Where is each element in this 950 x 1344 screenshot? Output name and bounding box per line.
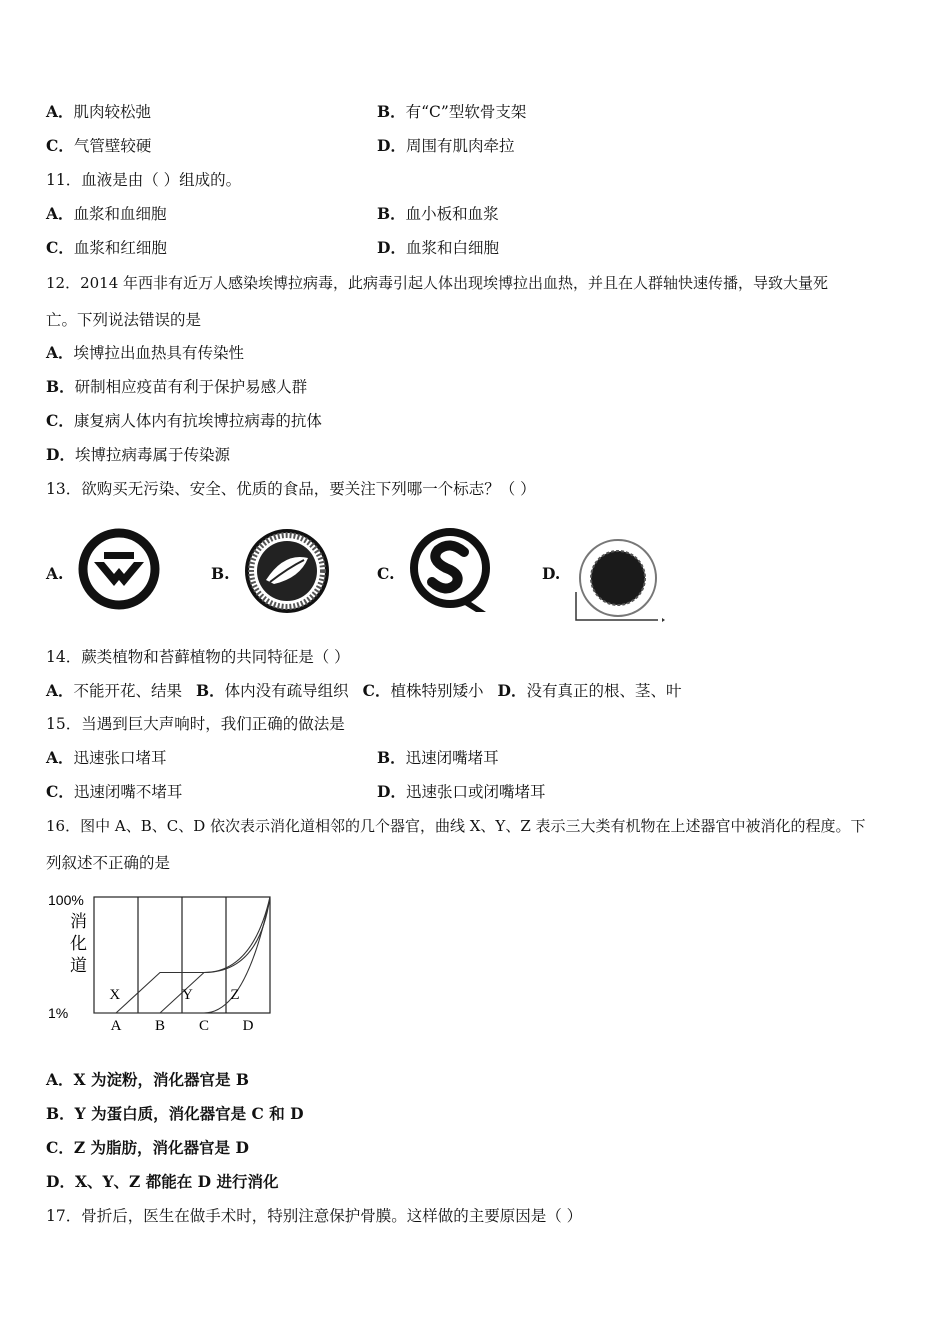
option-text: Y 为蛋白质，消化器官是 C 和 D: [74, 1104, 304, 1123]
option-label: C．: [46, 411, 74, 430]
option-label: D．: [377, 782, 406, 801]
category-label-D: D: [242, 1018, 254, 1034]
q14-options: [46, 681, 696, 701]
option-text: 康复病人体内有抗埃博拉病毒的抗体: [73, 412, 322, 430]
option-text: 有“C”型软骨支架: [405, 103, 527, 121]
y-label-char-2: 化: [70, 934, 87, 954]
option-text: 血浆和白细胞: [405, 239, 499, 257]
logo-label-d: D.: [542, 564, 561, 583]
option-label: A．: [46, 204, 74, 223]
option-label: B．: [377, 204, 406, 223]
q16-option-b: [46, 1104, 304, 1124]
pollution-free-logo-icon: [78, 528, 160, 610]
q16-option-a: [46, 1070, 249, 1090]
q11-stem: 11．血液是由（ ）组成的。: [46, 171, 242, 189]
q10-option-b: [377, 102, 526, 122]
q10-option-d: [377, 136, 514, 156]
q13-logo-row: [46, 528, 686, 624]
option-label: C．: [46, 238, 74, 257]
q10-option-a: [46, 102, 151, 122]
option-text: 不能开花、结果: [73, 682, 183, 700]
option-label: D．: [46, 1172, 75, 1191]
q14-option-d: [498, 681, 682, 701]
q11-option-d: [377, 238, 499, 258]
y-label-char-1: 消: [70, 912, 87, 932]
option-label: D．: [377, 136, 406, 155]
option-label: B．: [377, 748, 406, 767]
logo-label-c: C.: [377, 564, 395, 583]
option-label: B．: [46, 1104, 75, 1123]
option-text: X、Y、Z 都能在 D 进行消化: [74, 1172, 279, 1191]
q15-option-d: [377, 782, 545, 802]
q14-option-b: [196, 681, 349, 701]
q15-option-b: [377, 748, 499, 768]
category-label-B: B: [154, 1018, 166, 1034]
q17-stem: 17．骨折后，医生在做手术时，特别注意保护骨膜。这样做的主要原因是（ ）: [46, 1207, 583, 1225]
option-text: 植株特别矮小: [390, 682, 484, 700]
option-label: B．: [46, 377, 75, 396]
q11-option-c: [46, 238, 167, 258]
option-text: 埃博拉病毒属于传染源: [74, 446, 230, 464]
option-text: 迅速张口堵耳: [73, 749, 167, 767]
category-label-A: A: [110, 1018, 122, 1034]
option-text: 气管壁较硬: [73, 137, 152, 155]
logo-label-a: A.: [46, 564, 64, 583]
qs-quality-safety-logo-icon: [410, 528, 494, 614]
option-text: 埃博拉出血热具有传染性: [73, 344, 245, 362]
category-label-C: C: [198, 1018, 210, 1034]
option-text: 周围有肌肉牵拉: [405, 137, 515, 155]
q15-stem: 15．当遇到巨大声响时，我们正确的做法是: [46, 715, 345, 733]
option-label: A．: [46, 681, 74, 700]
option-text: 没有真正的根、茎、叶: [526, 682, 682, 700]
q14-option-a: [46, 681, 182, 701]
option-text: 体内没有疏导组织: [224, 682, 349, 700]
option-label: A．: [46, 748, 74, 767]
option-text: 血浆和红细胞: [73, 239, 167, 257]
q11-option-a: [46, 204, 167, 224]
q16-option-c: [46, 1138, 249, 1158]
q16-stem-line2: 列叙述不正确的是: [46, 854, 171, 872]
option-label: C．: [46, 782, 74, 801]
q12-stem-line2: 亡。下列说法错误的是: [46, 311, 202, 329]
option-text: Z 为脂肪，消化器官是 D: [73, 1138, 249, 1157]
option-label: C．: [362, 681, 391, 700]
q13-stem: 13．欲购买无污染、安全、优质的食品，要关注下列哪一个标志？（ ）: [46, 480, 536, 498]
option-label: D．: [497, 681, 527, 700]
q15-option-a: [46, 748, 167, 768]
q16-stem-line1: 16．图中 A、B、C、D 依次表示消化道相邻的几个器官，曲线 X、Y、Z 表示三大类有机物在上述器官中被消化的程度。下: [46, 817, 866, 835]
option-label: C．: [46, 136, 74, 155]
option-label: A．: [46, 343, 74, 362]
q10-option-c: [46, 136, 151, 156]
option-text: 迅速闭嘴堵耳: [405, 749, 499, 767]
option-text: 研制相应疫苗有利于保护易感人群: [74, 378, 308, 396]
q14-option-c: [363, 681, 484, 701]
q12-option-a: [46, 343, 244, 363]
y-label-char-3: 道: [70, 956, 87, 976]
option-label: B．: [196, 681, 225, 700]
digestion-chart: [46, 885, 286, 1040]
option-label: A．: [46, 102, 74, 121]
q16-option-d: [46, 1172, 279, 1192]
option-label: B．: [377, 102, 406, 121]
option-text: 迅速闭嘴不堵耳: [73, 783, 183, 801]
option-text: X 为淀粉，消化器官是 B: [73, 1070, 249, 1089]
q12-option-b: [46, 377, 307, 397]
option-text: 血浆和血细胞: [73, 205, 167, 223]
q12-option-d: [46, 445, 230, 465]
y-top-label: 100%: [48, 892, 84, 908]
q15-option-c: [46, 782, 182, 802]
q14-stem: 14．蕨类植物和苔藓植物的共同特征是（ ）: [46, 648, 350, 666]
y-bottom-label: 1%: [48, 1005, 69, 1021]
q11-option-b: [377, 204, 499, 224]
option-text: 血小板和血浆: [405, 205, 499, 223]
option-text: 迅速张口或闭嘴堵耳: [405, 783, 546, 801]
organic-food-logo-icon: [570, 536, 668, 624]
series-label-Y: Y: [182, 987, 193, 1003]
logo-label-b: B.: [211, 564, 230, 583]
green-food-logo-icon: [244, 528, 330, 614]
q12-option-c: [46, 411, 322, 431]
series-label-X: X: [109, 987, 121, 1003]
series-label-Z: Z: [230, 987, 240, 1003]
q12-stem-line1: 12．2014 年西非有近万人感染埃博拉病毒，此病毒引起人体出现埃博拉出血热，并且在人群轴快速传播，导致大量死: [46, 274, 829, 292]
option-text: 肌肉较松弛: [73, 103, 152, 121]
option-label: A．: [46, 1070, 74, 1089]
option-label: D．: [377, 238, 406, 257]
option-label: D．: [46, 445, 75, 464]
option-label: C．: [46, 1138, 74, 1157]
